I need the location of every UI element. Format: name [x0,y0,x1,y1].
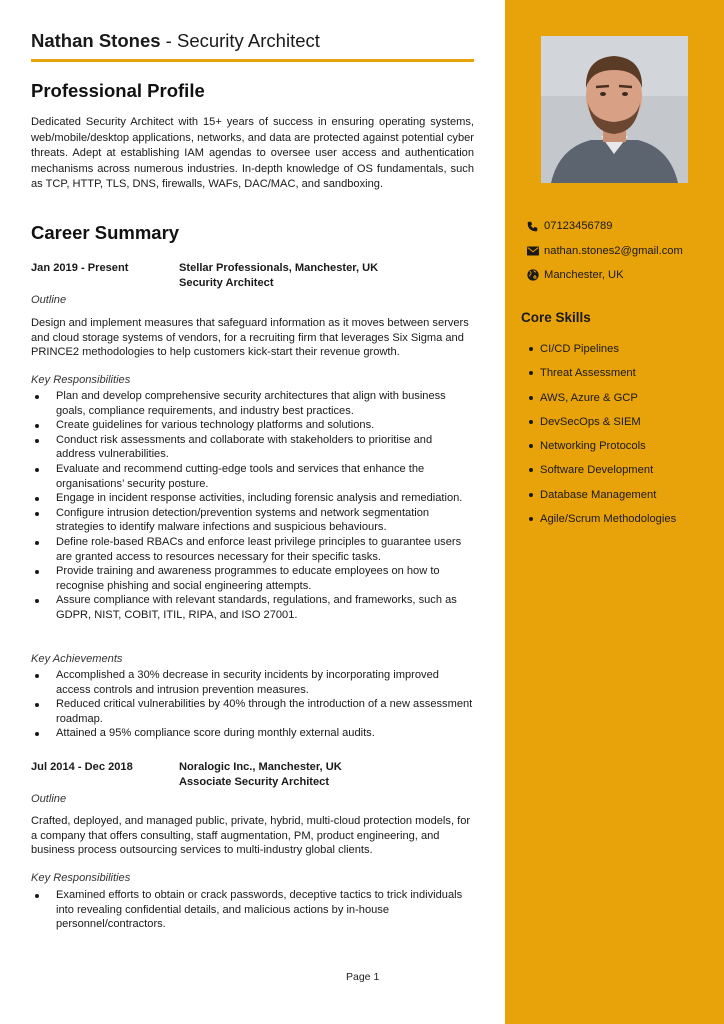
responsibilities-list [31,389,474,623]
phone-text: 07123456789 [544,220,613,233]
job-dates: Jul 2014 - Dec 2018 [31,761,133,773]
job-position: Associate Security Architect [179,775,330,788]
phone-icon [527,219,543,233]
list-item: Engage in incident response activities, including forensic analysis and remediation. [31,491,474,506]
header-separator: - [160,30,177,51]
list-item: Evaluate and recommend cutting-edge tools and services that enhance the organisations’ security posture. [31,462,474,491]
profile-heading: Professional Profile [31,80,205,101]
sidebar [505,0,724,1024]
list-item: Examined efforts to obtain or crack passwords, deceptive tactics to trick individuals into revealing confidential details, and malicious actions by in-house personnel/contractors. [31,888,474,932]
list-item: Assure compliance with relevant standards, regulations, and frameworks, such as GDPR, NIST, COBIT, ITIL, RIPA, and ISO 27001. [31,593,474,622]
list-item: Provide training and awareness programmes to educate employees on how to recognise phishing and social engineering attempts. [31,564,474,593]
career-heading: Career Summary [31,222,180,243]
job-position: Security Architect [179,276,274,289]
list-item: Plan and develop comprehensive security architectures that align with business goals, compliance requirements, and industry best practices. [31,389,474,418]
job-header [31,261,474,291]
skill-item: AWS, Azure & GCP [527,386,717,410]
list-item: Accomplished a 30% decrease in security incidents by incorporating improved access controls and intrusion prevention measures. [31,668,474,697]
list-item: Conduct risk assessments and collaborate with stakeholders to prioritise and address vulnerabilities. [31,433,474,462]
contact-phone [527,214,717,239]
profile-text: Dedicated Security Architect with 15+ years of success in ensuring operating systems, web/mobile/desktop applications, networks, and data are protected against potential cyber threats. Adept at establishing IAM agendas to oversee user access and authentication mechanisms across numerous industries. In-depth knowledge of OS fundamentals, such as TCP, HTTP, TLS, DNS, firewalls, WAFs, DAC/MAC, and sandboxing. [31,116,474,190]
candidate-title: Security Architect [176,30,320,51]
skill-item: Networking Protocols [527,434,717,458]
location-text: Manchester, UK [544,269,624,282]
skill-item: CI/CD Pipelines [527,337,717,361]
list-item: Configure intrusion detection/prevention systems and network segmentation strategies to identify malware infections and suspicious behaviours. [31,506,474,535]
job-outline: Crafted, deployed, and managed public, private, hybrid, multi-cloud protection models, for a company that offers consulting, staff augmentation, PM, product engineering, and business process outsourcing services to multi-industry global clients. [31,815,471,857]
envelope-icon [527,244,543,258]
responsibilities-label: Key Responsibilities [31,872,131,884]
skills-list [527,337,717,531]
list-item: Define role-based RBACs and enforce least privilege principles to guarantee users are granted access to resources necessary for their specific tasks. [31,535,474,564]
skill-item: Database Management [527,483,717,507]
contact-email [527,239,717,264]
skill-item: Software Development [527,458,717,482]
company-name: Stellar Professionals, Manchester, UK [179,262,379,274]
email-text: nathan.stones2@gmail.com [544,244,683,257]
page-number: Page 1 [346,971,380,983]
responsibilities-label: Key Responsibilities [31,374,131,386]
outline-label: Outline [31,793,67,805]
profile-photo [541,36,688,183]
skill-item: Threat Assessment [527,361,717,385]
job-dates: Jan 2019 - Present [31,262,129,274]
job-outline: Design and implement measures that safeguard information as it moves between servers and cloud storage systems of vendors, for a recruiting firm that leverages Six Sigma and PRINCE2 methodologies to help customers kick-start their revenue growth. [31,317,469,359]
job-header [31,760,474,790]
contact-location [527,263,717,288]
list-item: Reduced critical vulnerabilities by 40% through the introduction of a new assessment roadmap. [31,697,474,726]
contact-details [527,214,717,288]
job-company [179,760,342,789]
resume-header [31,30,474,62]
globe-icon [527,268,543,282]
achievements-label: Key Achievements [31,653,123,665]
skill-item: DevSecOps & SIEM [527,410,717,434]
company-name: Noralogic Inc., Manchester, UK [179,761,342,773]
skill-item: Agile/Scrum Methodologies [527,507,717,531]
responsibilities-list [31,888,474,932]
outline-label: Outline [31,294,67,306]
candidate-name: Nathan Stones [31,30,161,51]
list-item: Create guidelines for various technology platforms and solutions. [31,418,474,433]
job-company [179,261,378,290]
list-item: Attained a 95% compliance score during monthly external audits. [31,726,474,741]
achievements-list [31,668,474,741]
skills-heading: Core Skills [521,310,591,325]
